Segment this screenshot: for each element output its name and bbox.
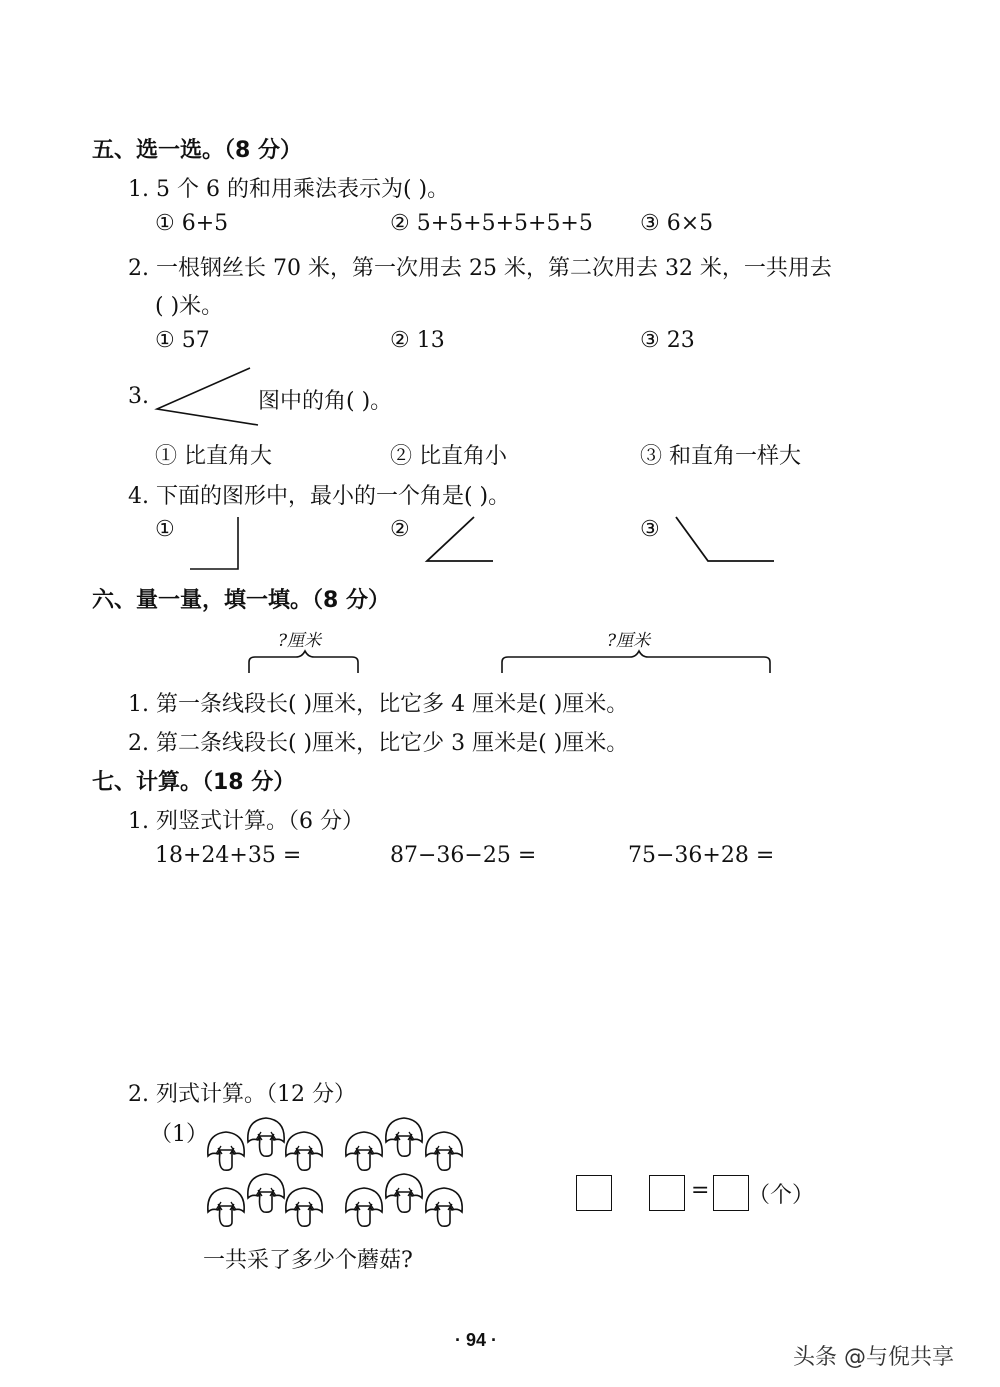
- sub2-question: 一共采了多少个蘑菇?: [203, 1248, 413, 1273]
- brace1-label: ?厘米: [278, 631, 322, 651]
- q2-option-3: ③ 23: [640, 328, 695, 353]
- answer-box-1[interactable]: [576, 1175, 612, 1211]
- expr-2: 87−36−25 =: [390, 843, 537, 868]
- q1-text: 1. 5 个 6 的和用乘法表示为( )。: [128, 177, 450, 202]
- sub1-title: 1. 列竖式计算。（6 分）: [128, 809, 364, 834]
- q1-option-2: ② 5+5+5+5+5+5: [390, 211, 593, 236]
- equals-sign: =: [691, 1178, 710, 1203]
- q4-option-1: ①: [155, 517, 175, 542]
- section6-q2: 2. 第二条线段长( )厘米，比它少 3 厘米是( )厘米。: [128, 731, 629, 756]
- q3-text: 图中的角( )。: [258, 389, 393, 414]
- q4-option-2: ②: [390, 517, 410, 542]
- q3-num: 3.: [128, 384, 149, 409]
- q3-option-2: ② 比直角小: [390, 444, 507, 469]
- section7-title: 七、计算。（18 分）: [92, 770, 296, 795]
- brace2-label: ?厘米: [607, 631, 651, 651]
- unit-label: （个）: [748, 1183, 815, 1208]
- q1-option-1: ① 6+5: [155, 211, 229, 236]
- expr-3: 75−36+28 =: [628, 843, 775, 868]
- page-number: · 94 ·: [455, 1330, 498, 1350]
- section5-title: 五、选一选。（8 分）: [92, 138, 302, 163]
- q2-option-1: ① 57: [155, 328, 210, 353]
- sub2-item-label: （1）: [150, 1122, 208, 1147]
- sub2-title: 2. 列式计算。（12 分）: [128, 1082, 356, 1107]
- answer-box-2[interactable]: [649, 1175, 685, 1211]
- watermark: 头条 @与倪共享: [793, 1345, 954, 1370]
- q4-text: 4. 下面的图形中，最小的一个角是( )。: [128, 484, 511, 509]
- q2-option-2: ② 13: [390, 328, 445, 353]
- q2-text-cont: ( )米。: [155, 294, 224, 319]
- section6-q1: 1. 第一条线段长( )厘米，比它多 4 厘米是( )厘米。: [128, 692, 629, 717]
- q4-option-3: ③: [640, 517, 660, 542]
- q1-option-3: ③ 6×5: [640, 211, 714, 236]
- q3-option-3: ③ 和直角一样大: [640, 444, 801, 469]
- answer-box-result[interactable]: [713, 1175, 749, 1211]
- q3-option-1: ① 比直角大: [155, 444, 272, 469]
- expr-1: 18+24+35 =: [155, 843, 302, 868]
- q2-text: 2. 一根钢丝长 70 米，第一次用去 25 米，第二次用去 32 米，一共用去: [128, 256, 832, 281]
- section6-title: 六、量一量，填一填。（8 分）: [92, 588, 390, 613]
